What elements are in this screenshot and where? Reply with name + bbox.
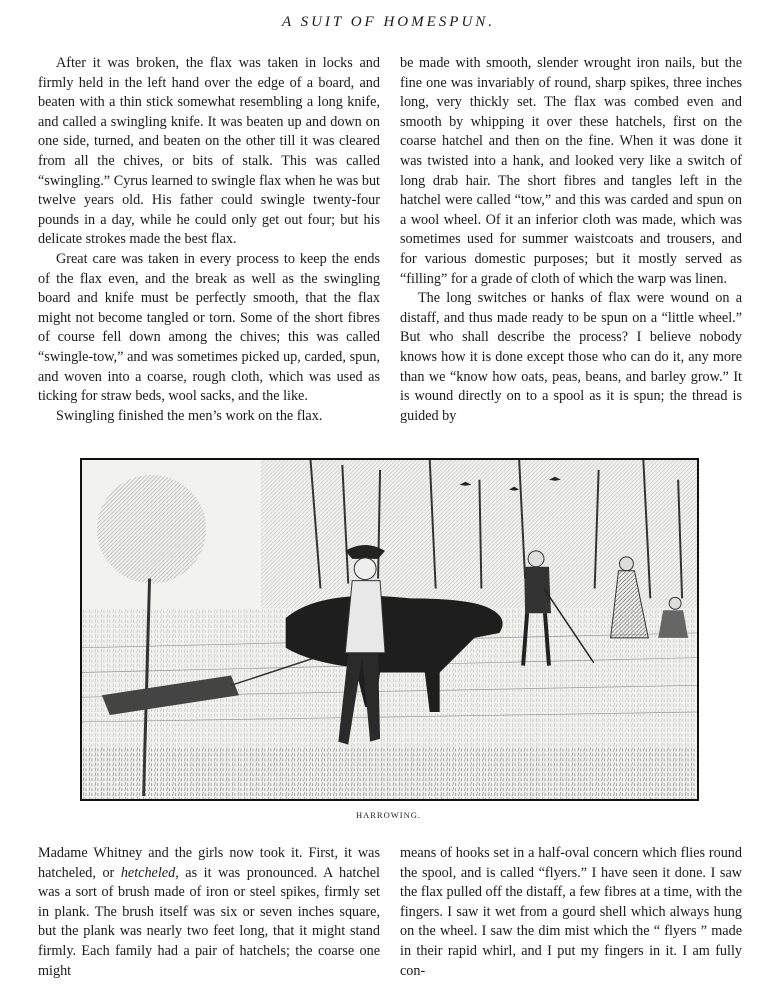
harrowing-illustration: [80, 458, 699, 801]
paragraph: means of hooks set in a half-oval concern which flies round the spool, and is called “flyers.” I have seen it done. I saw the flax pulled off the distaff, a few fibres at a time, with the fingers. I saw it wet from a gourd shell which always hung on the wheel. I saw the dim mist which the “ flyers ” made in their rapid whirl, and I put my fingers in it. I am fully con-: [400, 845, 742, 979]
running-title: A SUIT OF HOMESPUN.: [281, 14, 496, 30]
text-run: , as it was pronounced. A hatchel was a sort of brush made of iron or steel spikes, firmly set in plank. The brush itself was six or seven inches square, but the plank was nearly two feet long, that it might stand firmly. Each family had a pair of hatchels; the coarse one might: [38, 864, 380, 979]
text-run: Madame Whitney and the girls now took it. First, it was hatcheled, or: [38, 845, 380, 881]
figure-caption: HARROWING.: [355, 810, 421, 820]
paragraph: [38, 844, 380, 981]
text-column-bottom-left: [38, 844, 380, 981]
text-column-top-left: [38, 54, 380, 426]
paragraph: Great care was taken in every process to keep the ends of the flax even, and the break as well as the swingling board and knife must be perfectly smooth, that the flax might not become tangled or torn. Some of the short fibres of course fell down among the chives; this was called “swingle-tow,” and was sometimes picked up, carded, spun, and woven into a coarse, rough cloth, which was used as ticking for straw beds, wool sacks, and the like.: [38, 250, 380, 405]
paragraph: After it was broken, the flax was taken in locks and firmly held in the left hand over the edge of a board, and beaten with a thin stick somewhat resembling a long knife, and called a swingling knife. It was beaten up and down on one side, turned, and beaten on the other till it was cleared from all the chives, or bits of stalk. This was called “swingling.” Cyrus learned to swingle flax when he was but twelve years old. His father could swingle twenty-four pounds in a day, while he could only get out four; but his delicate strokes made the best flax.: [38, 55, 380, 248]
paragraph: The long switches or hanks of flax were wound on a distaff, and thus made ready to be spun on a “little wheel.” But who shall describe the process? I believe nobody knows how it is done except those who can do it, any more than we “know how oats, peas, beans, and barley grow.” It is wound directly on to a spool as it is spun; the thread is guided by: [400, 290, 742, 424]
paragraph: be made with smooth, slender wrought iron nails, but the fine one was invariably of round, sharp spikes, three inches long, very thickly set. The flax was combed even and smooth by whipping it over these hatchels, first on the coarse hatchel and then on the fine. When it was done it was twisted into a hank, and looked very like a switch of long drab hair. The short fibres and tangles left in the hatchel were called “tow,” and this was carded and spun on a wool wheel. Of it an inferior cloth was made, which was sometimes used for summer waistcoats and trousers, and for various domestic purposes; but it mostly served as “filling” for a grade of cloth of which the warp was linen.: [400, 55, 742, 287]
text-column-bottom-right: [400, 844, 742, 981]
engraving-image: [82, 460, 697, 799]
paragraph: Swingling finished the men’s work on the flax.: [56, 407, 323, 424]
text-column-top-right: [400, 54, 742, 426]
italic-term: hetcheled: [120, 864, 176, 881]
